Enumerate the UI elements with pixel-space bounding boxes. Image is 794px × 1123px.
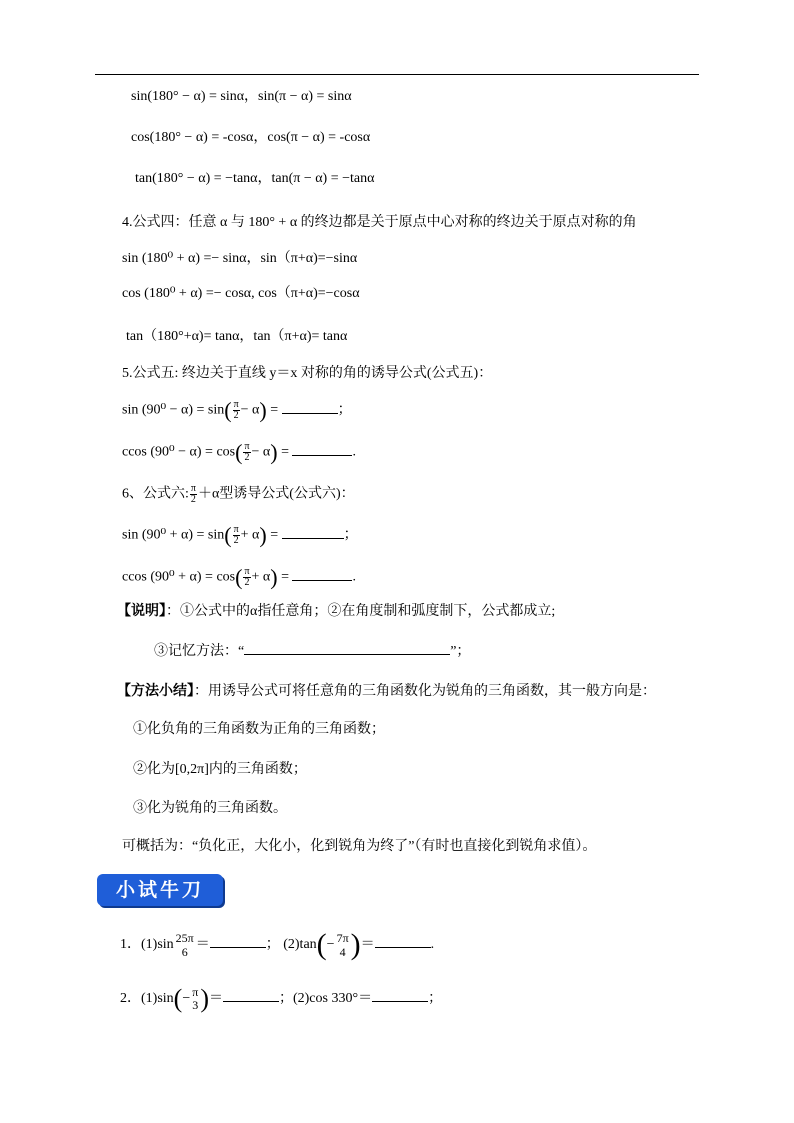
formula5-title: 5.公式五: 终边关于直线 y＝x 对称的角的诱导公式(公式五)：: [122, 366, 493, 381]
fraction-denominator: 2: [190, 494, 196, 505]
punctuation: ；: [343, 527, 358, 543]
q1-equals: ＝: [195, 937, 210, 953]
formula4-cos-line: cos (180⁰ + α) =− cosα, cos（π+α)=−cosα: [122, 286, 360, 301]
pi-over-2-fraction: [233, 525, 240, 546]
q1-prefix: 1．(1)sin: [120, 937, 174, 953]
fraction-numerator: π: [244, 441, 250, 452]
formula4-sin-line: sin (180⁰ + α) =− sinα，sin（π+α)=−sinα: [122, 251, 358, 266]
pi-over-2-fraction: [190, 484, 197, 505]
right-paren: ): [350, 928, 361, 961]
answer-blank[interactable]: [292, 568, 352, 581]
formula4-tan-line: tan（180°+α)= tanα，tan（π+α)= tanα: [126, 329, 348, 344]
pi-over-2-fraction: [243, 442, 250, 463]
q2-fraction: [191, 986, 199, 1012]
formula5-sin-prefix: sin (90⁰ − α) = sin: [122, 402, 225, 418]
answer-blank[interactable]: [292, 443, 352, 456]
formula3-sin-line: sin(180° − α) = sinα，sin(π − α) = sinα: [131, 89, 352, 104]
q1-fraction: [175, 931, 195, 959]
practice-badge: 小试牛刀: [97, 874, 223, 906]
right-paren: ): [200, 984, 209, 1013]
explain-text1: ：①公式中的α指任意角；②在角度制和弧度制下，公式都成立;: [166, 604, 556, 619]
formula6-sin-line: sin (90⁰ + α) = sin( $\frac{\pi}{2}$ + α) = ；: [122, 522, 358, 548]
summary-item: ①化负角的三角函数为正角的三角函数；: [133, 722, 385, 737]
practice-question-1: [120, 930, 434, 960]
summary-label: 【方法小结】: [117, 684, 194, 699]
formula5-cos-line: ccos (90⁰ − α) = cos( $\frac{\pi}{2}$ − α) = .: [122, 439, 356, 465]
fraction-numerator: π: [244, 566, 250, 577]
formula5-cos-prefix: ccos (90⁰ − α) = cos: [122, 444, 236, 460]
formula6-cos-inner: + α: [251, 569, 271, 585]
fraction-denominator: 2: [233, 535, 239, 546]
formula3-tan-line: tan(180° − α) = −tanα，tan(π − α) = −tanα: [135, 171, 375, 186]
fraction-numerator: 25π: [175, 931, 194, 945]
fraction-denominator: 2: [244, 452, 250, 463]
explain-line2: [154, 642, 470, 661]
formula6-sin-inner: + α: [240, 527, 260, 543]
punctuation: ；: [428, 991, 443, 1007]
left-paren: (: [224, 522, 232, 548]
memory-method-blank[interactable]: [244, 642, 450, 655]
pi-over-2-fraction: [233, 400, 240, 421]
practice-question-2: [120, 986, 442, 1012]
pi-over-2-fraction: [243, 567, 250, 588]
explain-text2-suffix: ”；: [450, 644, 471, 659]
fraction-denominator: 3: [192, 998, 199, 1012]
punctuation: .: [430, 937, 435, 953]
answer-blank[interactable]: [210, 935, 266, 948]
formula5-cos-inner: − α: [251, 444, 271, 460]
minus-sign: −: [182, 991, 191, 1007]
fraction-numerator: π: [190, 483, 196, 494]
answer-blank[interactable]: [223, 989, 279, 1002]
formula5-sin-line: sin (90⁰ − α) = sin( $\frac{\pi}{2}$ − α) = ；: [122, 397, 352, 423]
fraction-numerator: 7π: [336, 931, 349, 945]
left-paren: (: [224, 397, 232, 423]
q1b-equals: ＝: [360, 937, 375, 953]
right-paren: ): [270, 564, 278, 590]
summary-line: [117, 683, 656, 701]
right-paren: ): [259, 397, 267, 423]
formula5-sin-inner: − α: [240, 402, 260, 418]
minus-sign: −: [326, 937, 335, 953]
explain-label: 【说明】: [117, 604, 166, 619]
right-paren: ): [270, 439, 278, 465]
header-rule: [95, 74, 699, 75]
summary-item: ②化为[0,2π]内的三角函数；: [133, 762, 307, 777]
q1b-fraction: [336, 931, 350, 959]
formula6-sin-prefix: sin (90⁰ + α) = sin: [122, 527, 225, 543]
answer-blank[interactable]: [282, 526, 344, 539]
formula6-cos-line: ccos (90⁰ + α) = cos( $\frac{\pi}{2}$ + α) = .: [122, 564, 356, 590]
left-paren: (: [316, 928, 327, 961]
answer-blank[interactable]: [372, 989, 428, 1002]
formula6-title-suffix: ＋α型诱导公式(公式六)：: [197, 486, 355, 502]
fraction-numerator: π: [233, 524, 239, 535]
fraction-denominator: 2: [233, 410, 239, 421]
fraction-denominator: 6: [181, 945, 188, 959]
summary-item: ③化为锐角的三角函数。: [133, 801, 287, 816]
formula6-title: [122, 484, 355, 505]
formula4-title: 4.公式四：任意 α 与 180° + α 的终边都是关于原点中心对称的终边关于原点对称的角: [122, 215, 637, 230]
formula6-title-prefix: 6、公式六:: [122, 486, 189, 502]
q2-separator: ；(2)cos 330°＝: [278, 991, 373, 1007]
fraction-denominator: 4: [339, 945, 346, 959]
left-paren: (: [235, 564, 243, 590]
summary-text: ：用诱导公式可将任意角的三角函数化为锐角的三角函数，其一般方向是：: [194, 684, 656, 699]
answer-blank[interactable]: [282, 401, 338, 414]
explain-line1: [117, 603, 555, 621]
left-paren: (: [173, 984, 183, 1013]
punctuation: .: [352, 569, 356, 585]
q2-prefix: 2．(1)sin: [120, 991, 174, 1007]
fraction-denominator: 2: [244, 577, 250, 588]
formula6-cos-prefix: ccos (90⁰ + α) = cos: [122, 569, 236, 585]
left-paren: (: [235, 439, 243, 465]
punctuation: ；: [337, 402, 352, 418]
summary-conclusion: 可概括为：“负化正，大化小，化到锐角为终了”（有时也直接化到锐角求值）。: [122, 839, 597, 854]
punctuation: .: [352, 444, 356, 460]
q2-equals: ＝: [208, 991, 223, 1007]
q1-separator: ； (2)tan: [265, 937, 317, 953]
fraction-numerator: π: [233, 399, 239, 410]
right-paren: ): [259, 522, 267, 548]
fraction-numerator: π: [192, 985, 199, 999]
explain-text2-prefix: ③记忆方法：“: [154, 644, 245, 659]
answer-blank[interactable]: [375, 935, 431, 948]
formula3-cos-line: cos(180° − α) = -cosα，cos(π − α) = -cosα: [131, 130, 371, 145]
